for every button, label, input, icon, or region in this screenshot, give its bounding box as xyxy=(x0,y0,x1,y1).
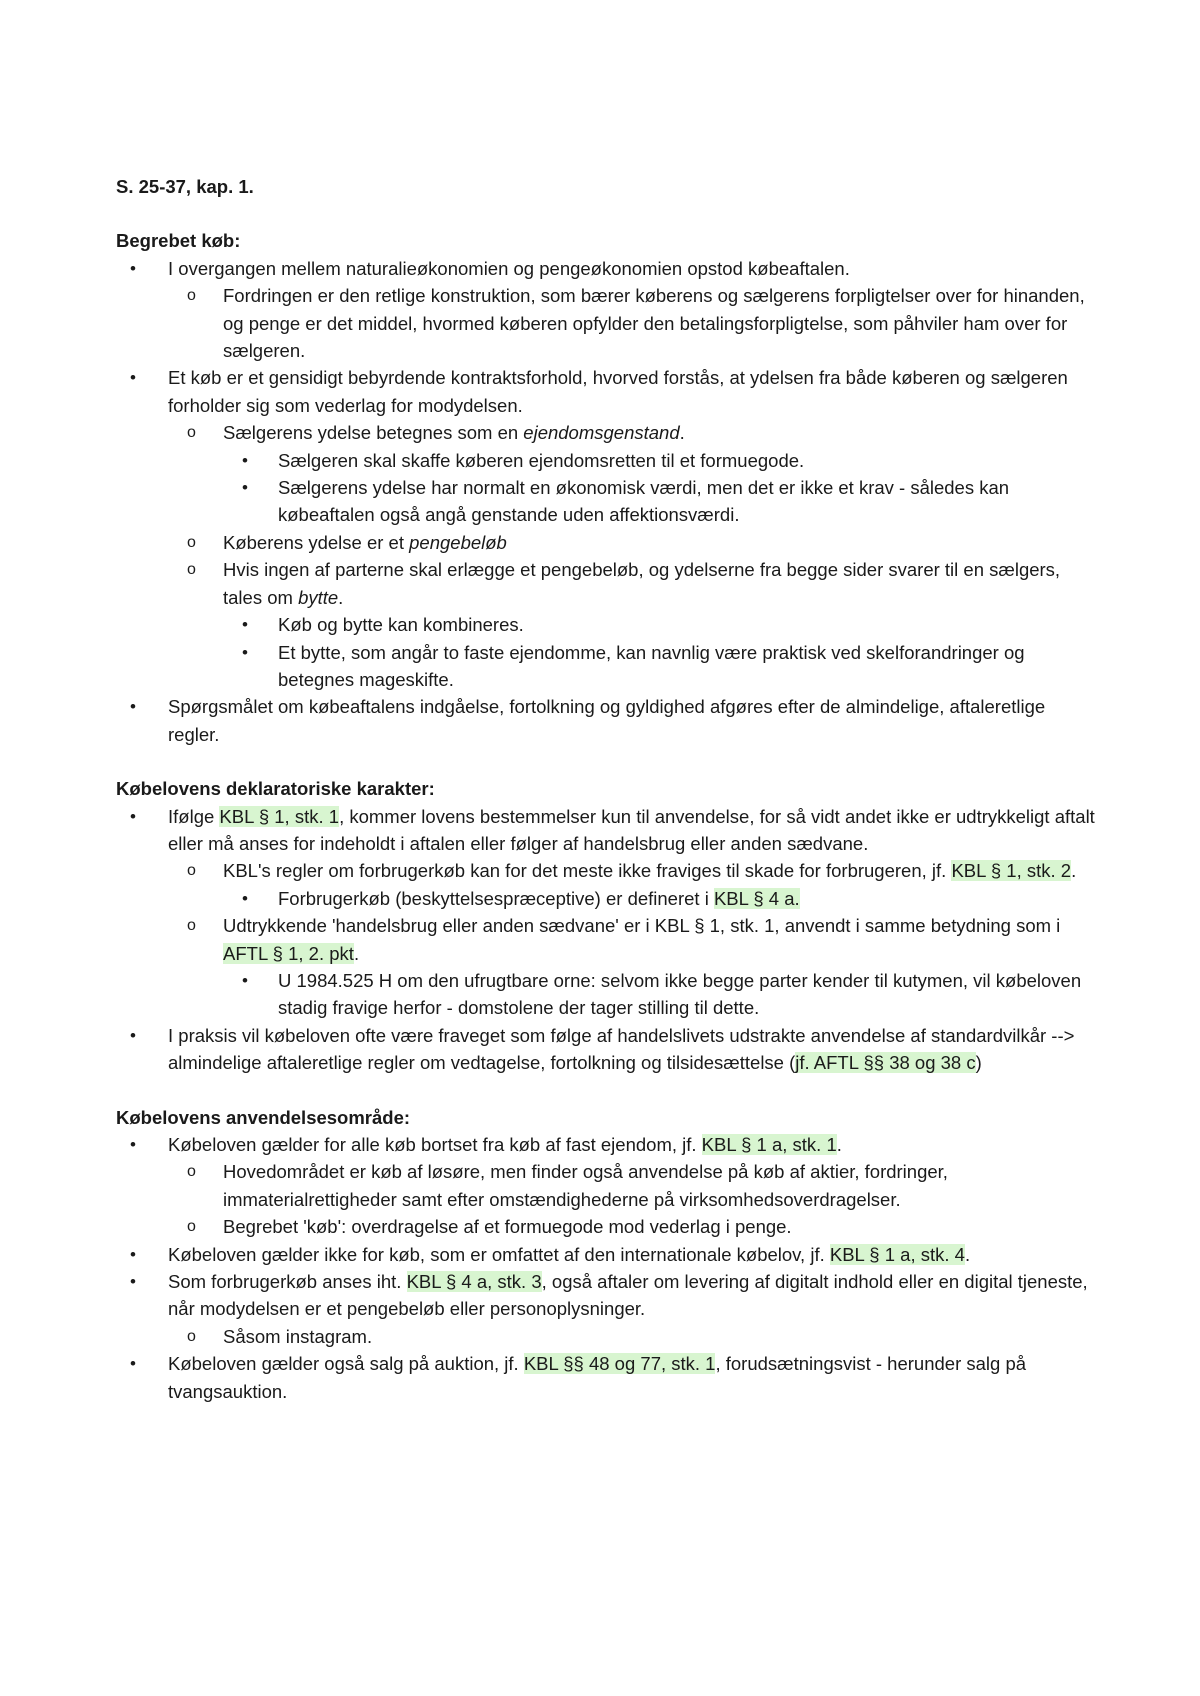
list-item xyxy=(116,1268,1096,1323)
bullet-icon: • xyxy=(242,450,248,470)
item-text: Udtrykkende 'handelsbrug eller anden sædvane' er i KBL § 1, stk. 1, anvendt i samme betydning som i AFTL § 1, 2. pkt. xyxy=(223,915,1061,964)
list-item xyxy=(116,803,1096,858)
law-reference-highlight: KBL § 1 a, stk. 4 xyxy=(829,1243,965,1265)
document-body xyxy=(116,173,1096,1432)
bullet-icon: • xyxy=(130,1025,136,1045)
item-text: Fordringen er den retlige konstruktion, som bærer køberens og sælgerens forpligtelser over for hinanden, og penge er det middel, hvormed køberen opfylder den betalingsforpligtelse, som påhviler ham over for sælgeren. xyxy=(223,285,1085,362)
law-reference-highlight: KBL § 1, stk. 1 xyxy=(219,805,340,827)
law-reference-highlight: KBL §§ 48 og 77, stk. 1 xyxy=(523,1353,716,1375)
list-item xyxy=(116,1350,1096,1405)
list-item xyxy=(116,693,1096,748)
item-text: Købeloven gælder for alle køb bortset fra køb af fast ejendom, jf. KBL § 1 a, stk. 1. xyxy=(168,1134,842,1155)
bullet-icon: • xyxy=(130,258,136,278)
list-item xyxy=(116,1241,1096,1268)
item-text: U 1984.525 H om den ufrugtbare orne: selvom ikke begge parter kender til kutymen, vil købeloven stadig fravige herfor - domstolene der tager stilling til dette. xyxy=(278,969,1082,1019)
section-heading: Begrebet køb: xyxy=(116,230,241,252)
bullet-icon: • xyxy=(130,697,136,717)
circle-bullet-icon: o xyxy=(187,1218,196,1236)
section-heading: Købelovens anvendelsesområde: xyxy=(116,1106,411,1128)
list-item xyxy=(116,1213,1096,1240)
item-text: Sælgeren skal skaffe køberen ejendomsretten til et formuegode. xyxy=(278,449,805,471)
law-reference-highlight: KBL § 1, stk. 2 xyxy=(951,860,1072,882)
italic-term: ejendomsgenstand xyxy=(523,422,680,444)
list-item xyxy=(116,1022,1096,1077)
bullet-icon: • xyxy=(130,368,136,388)
list-item xyxy=(116,364,1096,419)
item-text: Hovedområdet er køb af løsøre, men finder også anvendelse på køb af aktier, fordringer, immaterialrettigheder samt efter omstændighederne på virksomhedsoverdragelser. xyxy=(223,1161,948,1210)
circle-bullet-icon: o xyxy=(187,561,196,579)
item-text: Ifølge KBL § 1, stk. 1, kommer lovens bestemmelser kun til anvendelse, for så vidt andet ikke er udtrykkeligt aftalt eller må anses for indeholdt i aftalen eller følger af handelsbrug eller anden sædvane. xyxy=(168,805,1095,854)
law-reference-highlight: AFTL § 1, 2. pkt xyxy=(223,942,354,964)
circle-bullet-icon: o xyxy=(187,862,196,880)
list-item xyxy=(116,611,1096,638)
item-text: Købeloven gælder ikke for køb, som er omfattet af den internationale købelov, jf. KBL § 1 a, stk. 4. xyxy=(168,1243,971,1265)
list-item xyxy=(116,1323,1096,1350)
circle-bullet-icon: o xyxy=(187,533,196,551)
list-item xyxy=(116,967,1096,1022)
circle-bullet-icon: o xyxy=(187,287,196,305)
item-text: Købeloven gælder også salg på auktion, jf. KBL §§ 48 og 77, stk. 1, forudsætningsvist - herunder salg på tvangsauktion. xyxy=(168,1353,1027,1402)
section-anvendelsesomraade xyxy=(116,1104,1096,1405)
list-item xyxy=(116,1158,1096,1213)
item-text: I overgangen mellem naturalieøkonomien og pengeøkonomien opstod købeaftalen. xyxy=(168,257,850,279)
bullet-icon: • xyxy=(130,1244,136,1264)
list-item xyxy=(116,912,1096,967)
item-text: Et bytte, som angår to faste ejendomme, kan navnlig være praktisk ved skelforandringer og betegnes mageskifte. xyxy=(278,641,1025,690)
bullet-icon: • xyxy=(242,478,248,498)
item-text: Køberens ydelse er et pengebeløb xyxy=(223,531,507,553)
section-begrebet-koeb xyxy=(116,227,1096,748)
list-item xyxy=(116,447,1096,474)
item-text: Som forbrugerkøb anses iht. KBL § 4 a, stk. 3, også aftaler om levering af digitalt indhold eller en digital tjeneste, når modydelsen er et pengebeløb eller personoplysninger. xyxy=(168,1271,1088,1320)
item-text: Såsom instagram. xyxy=(223,1325,373,1347)
item-text: I praksis vil købeloven ofte være fraveget som følge af handelslivets udstrakte anvendelse af standardvilkår --> almindelige aftaleretlige regler om vedtagelse, fortolkning og tilsidesættelse (jf. AFTL §§ 38 og 38 c) xyxy=(168,1024,1075,1074)
law-reference-highlight: KBL § 4 a. xyxy=(713,887,800,909)
law-reference-highlight: KBL § 4 a, stk. 3 xyxy=(406,1271,542,1293)
bullet-icon: • xyxy=(242,615,248,635)
law-reference-highlight: KBL § 1 a, stk. 1 xyxy=(701,1134,837,1155)
circle-bullet-icon: o xyxy=(187,424,196,442)
bullet-icon: • xyxy=(130,1272,136,1292)
item-text: Køb og bytte kan kombineres. xyxy=(278,614,524,636)
bullet-icon: • xyxy=(242,888,248,908)
item-text: Sælgerens ydelse betegnes som en ejendomsgenstand. xyxy=(223,422,685,444)
list-item xyxy=(116,419,1096,446)
bullet-icon: • xyxy=(130,1354,136,1374)
item-text: Sælgerens ydelse har normalt en økonomisk værdi, men det er ikke et krav - således kan købeaftalen også angå genstande uden affektionsværdi. xyxy=(278,477,1010,526)
item-text: Forbrugerkøb (beskyttelsespræceptive) er defineret i KBL § 4 a. xyxy=(278,887,800,909)
bullet-icon: • xyxy=(242,642,248,662)
list-item xyxy=(116,282,1096,364)
page-title: S. 25-37, kap. 1. xyxy=(116,176,254,197)
circle-bullet-icon: o xyxy=(187,1163,196,1181)
list-item xyxy=(116,556,1096,611)
bullet-icon: • xyxy=(242,970,248,990)
list-item xyxy=(116,529,1096,556)
italic-term: bytte xyxy=(298,586,339,608)
law-reference-highlight: jf. AFTL §§ 38 og 38 c xyxy=(795,1052,976,1074)
bullet-icon: • xyxy=(130,806,136,826)
list-item xyxy=(116,474,1096,529)
list-item xyxy=(116,885,1096,912)
item-text: Begrebet 'køb': overdragelse af et formuegode mod vederlag i penge. xyxy=(223,1216,792,1238)
list-item xyxy=(116,857,1096,884)
item-text: KBL's regler om forbrugerkøb kan for det meste ikke fraviges til skade for forbrugeren, jf. KBL § 1, stk. 2. xyxy=(223,860,1077,882)
list-item xyxy=(116,255,1096,282)
section-heading: Købelovens deklaratoriske karakter: xyxy=(116,778,435,800)
list-item xyxy=(116,1131,1096,1158)
bullet-icon: • xyxy=(130,1135,136,1154)
item-text: Spørgsmålet om købeaftalens indgåelse, fortolkning og gyldighed afgøres efter de almindelige, aftaleretlige regler. xyxy=(168,696,1046,745)
item-text: Et køb er et gensidigt bebyrdende kontraktsforhold, hvorved forstås, at ydelsen fra både køberen og sælgeren forholder sig som vederlag for modydelsen. xyxy=(168,367,1068,416)
list-item xyxy=(116,639,1096,694)
circle-bullet-icon: o xyxy=(187,1327,196,1345)
item-text: Hvis ingen af parterne skal erlægge et pengebeløb, og ydelserne fra begge sider svarer til en sælgers, tales om bytte. xyxy=(223,559,1061,608)
section-deklaratorisk xyxy=(116,775,1096,1076)
circle-bullet-icon: o xyxy=(187,917,196,935)
italic-term: pengebeløb xyxy=(409,531,507,553)
